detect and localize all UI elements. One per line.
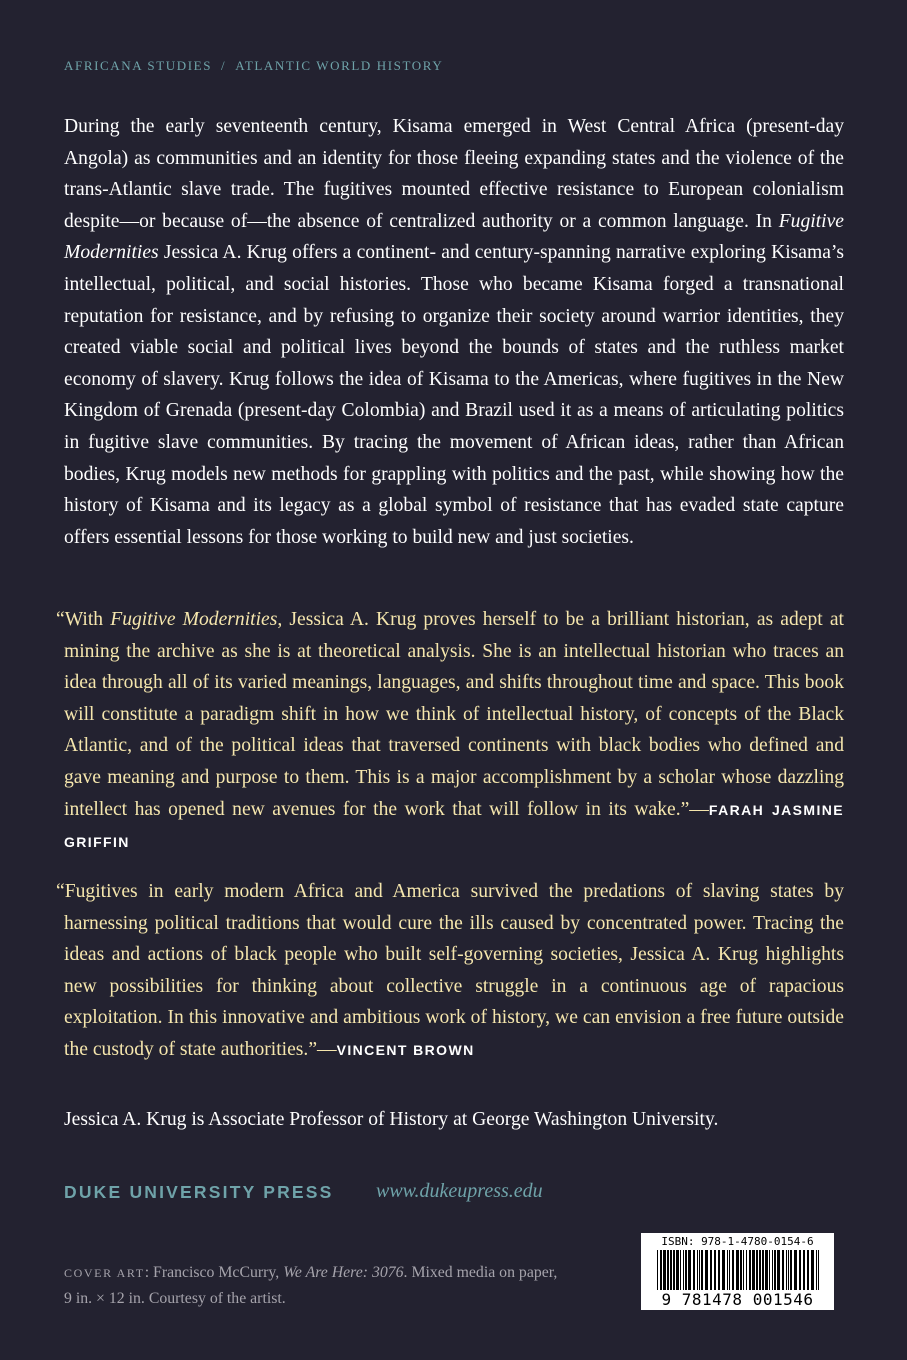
- publisher-website[interactable]: www.dukeupress.edu: [376, 1180, 543, 1202]
- barcode-bar: [663, 1250, 666, 1290]
- barcode-bar: [688, 1250, 691, 1290]
- barcode-bar: [705, 1250, 708, 1290]
- blurb-text: , Jessica A. Krug proves herself to be a brilliant historian, as adept at mining the archive as she is at theoretical analysis. She is an intellectual historian who traces an idea through all of its varied meanings, languages, and shifts throughout time and space. This book will constitute a paradigm shift in how we think of intellectual history, of concepts of the Black Atlantic, and of the political ideas that traversed continents with black bodies who defined and gave meaning and purpose to them. This is a major accomplishment by a scholar whose dazzling intellect has opened new avenues for the work that will follow in its wake.”—: [64, 609, 844, 820]
- category-africana-studies: AFRICANA STUDIES: [64, 58, 213, 73]
- cover-art-title: We Are Here: 3076: [283, 1264, 404, 1281]
- barcode-bar: [736, 1250, 739, 1290]
- barcode-bar: [680, 1250, 681, 1290]
- blurb-book-title: Fugitive Modernities: [110, 609, 278, 630]
- cover-art-credit: [64, 1260, 564, 1312]
- barcode-bar: [756, 1250, 758, 1290]
- barcode-bar: [740, 1250, 742, 1290]
- description-text-2: Jessica A. Krug offers a continent- and century-spanning narrative exploring Kisama’s intellectual, political, and social histories. Those who became Kisama forged a transnational reputation for resistance, and by refusing to organize their society around warrior identities, they created viable social and political lives beyond the bounds of states and the ruthless market economy of slavery. Krug follows the idea of Kisama to the Americas, where fugitives in the New Kingdom of Grenada (present-day Colombia) and Brazil used it as a means of articulating politics in fugitive slave communities. By tracing the movement of African ideas, rather than African bodies, Krug models new methods for grappling with politics and the past, while showing how the history of Kisama and its legacy as a global symbol of resistance that has evaded state capture offers essential lessons for those working to build new and just societies.: [64, 242, 844, 548]
- barcode-bar: [714, 1250, 716, 1290]
- barcode-bar: [673, 1250, 675, 1290]
- barcode-bar: [811, 1250, 814, 1290]
- barcode-bar: [667, 1250, 669, 1290]
- barcode-bar: [710, 1250, 712, 1290]
- barcode-bar: [676, 1250, 679, 1290]
- barcode-bar: [769, 1250, 770, 1290]
- barcode-bar: [722, 1250, 725, 1290]
- barcode-bar: [657, 1250, 658, 1290]
- barcode-bar: [752, 1250, 755, 1290]
- barcode-bar: [743, 1250, 744, 1290]
- barcode-bar: [701, 1250, 703, 1290]
- isbn-digits: 9 781478 001546: [661, 1290, 814, 1309]
- cover-art-details: . Mixed media on paper, 9 in. × 12 in. Courtesy of the artist.: [64, 1264, 558, 1307]
- blurb-text: “Fugitives in early modern Africa and America survived the predations of slaving states by harnessing political traditions that would cure the ills caused by concentrated power. Tracing the ideas and actions of black people who built self-governing societies, Jessica A. Krug highlights new possibilities for thinking about collective struggle in a continuous age of rapacious exploitation. In this innovative and ambitious work of history, we can envision a free future outside the custody of state authorities.”—: [56, 881, 844, 1060]
- publisher-name: DUKE UNIVERSITY PRESS: [64, 1182, 334, 1202]
- blurb-brown: [56, 876, 844, 1067]
- barcode-bar: [685, 1250, 687, 1290]
- author-bio: Jessica A. Krug is Associate Professor of History at George Washington University.: [64, 1109, 719, 1130]
- barcode-bar: [765, 1250, 768, 1290]
- barcode-bar: [782, 1250, 784, 1290]
- barcode-bar: [732, 1250, 734, 1290]
- barcode-bar: [772, 1250, 773, 1290]
- barcode-bar: [807, 1250, 809, 1290]
- barcode-bar: [746, 1250, 747, 1290]
- barcode-bar: [762, 1250, 764, 1290]
- barcode-bar: [759, 1250, 761, 1290]
- cover-art-artist: Francisco McCurry,: [149, 1264, 284, 1281]
- barcode-bar: [727, 1250, 728, 1290]
- book-description: [64, 111, 844, 553]
- barcode-bar: [788, 1250, 789, 1290]
- barcode-bar: [816, 1250, 817, 1290]
- barcode-bar: [693, 1250, 695, 1290]
- barcode-bar: [794, 1250, 797, 1290]
- barcode-bar: [786, 1250, 787, 1290]
- subject-categories: [64, 58, 443, 74]
- category-separator: /: [221, 58, 227, 73]
- barcode-bar: [790, 1250, 792, 1290]
- barcode-bar: [774, 1250, 776, 1290]
- barcode-bar: [660, 1250, 662, 1290]
- barcode-bar: [729, 1250, 730, 1290]
- isbn-label: ISBN: 978-1-4780-0154-6: [661, 1235, 814, 1248]
- barcode-bar: [718, 1250, 720, 1290]
- book-title: Fugitive Modernities: [64, 210, 844, 264]
- cover-art-separator: :: [144, 1264, 150, 1281]
- blurb-griffin: [56, 604, 844, 859]
- category-atlantic-world-history: ATLANTIC WORLD HISTORY: [235, 58, 444, 73]
- barcode-bar: [749, 1250, 751, 1290]
- cover-art-label: COVER ART: [64, 1266, 145, 1280]
- blurb-author: FARAH JASMINE GRIFFIN: [64, 801, 844, 851]
- barcode-bar: [777, 1250, 780, 1290]
- barcode-bar: [803, 1250, 805, 1290]
- barcode-bar: [818, 1250, 819, 1290]
- description-text-1: During the early seventeenth century, Kisama emerged in West Central Africa (present-day Angola) as communities and an identity for those fleeing expanding states and the violence of the trans-Atlantic slave trade. The fugitives mounted effective resistance to European colonialism despite—or because of—the absence of centralized authority or a common language. In: [64, 116, 844, 232]
- blurb-author: VINCENT BROWN: [336, 1041, 475, 1058]
- barcode-bar: [699, 1250, 700, 1290]
- barcode-bar: [670, 1250, 672, 1290]
- blurb-open: “With: [56, 609, 111, 630]
- barcode-bar: [697, 1250, 698, 1290]
- isbn-barcode: [641, 1233, 834, 1310]
- barcode-bar: [799, 1250, 801, 1290]
- barcode-bar: [683, 1250, 684, 1290]
- barcode-bars: [641, 1250, 834, 1292]
